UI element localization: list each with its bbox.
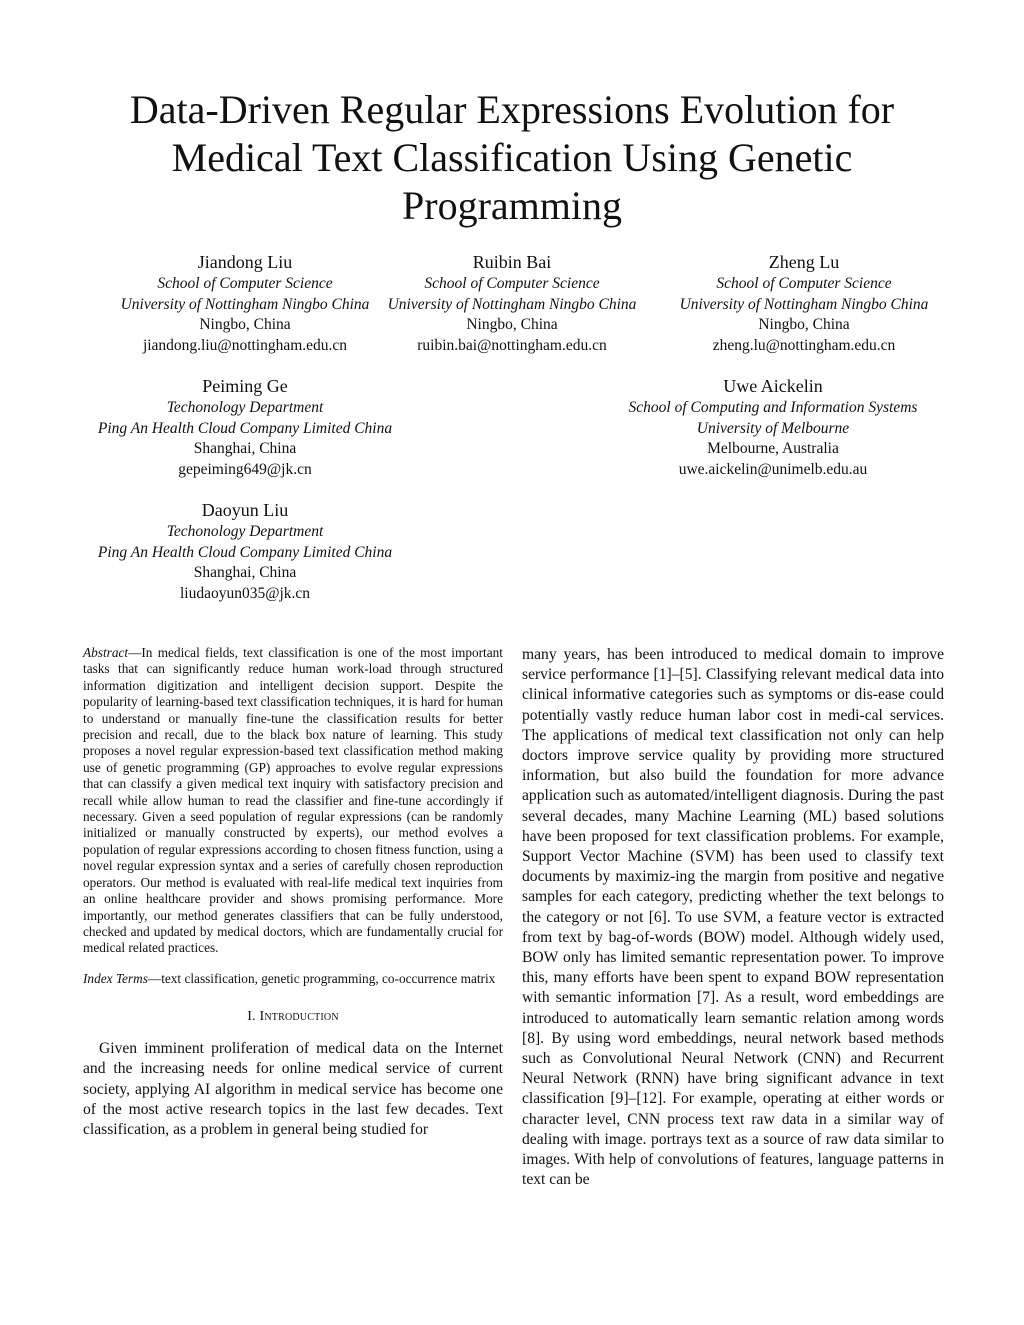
- author-department: School of Computing and Information Systems: [628, 399, 918, 416]
- author-organization: University of Nottingham Ningbo China: [120, 295, 370, 313]
- author-block: [80, 498, 410, 604]
- author-name: Daoyun Liu: [201, 500, 289, 520]
- intro-paragraph: Given imminent proliferation of medical data on the Internet and the increasing needs for online medical service of current society, applying AI algorithm in medical service has become one of the most active research topics in the last few decades. Text classification, as a problem in general being studied for: [83, 1040, 503, 1138]
- author-organization: University of Melbourne: [696, 419, 850, 437]
- author-block: [80, 250, 410, 356]
- author-block: [600, 374, 946, 480]
- author-email: jiandong.liu@nottingham.edu.cn: [142, 336, 348, 354]
- abstract-text: —In medical fields, text classification is one of the most important tasks that can significantly reduce human work-load through structured information digitization and intelligent decision support. Despite the popularity of learning-based text classification techniques, it is hard for human to understand or manually fine-tune the classification results for better precision and recall, due to the black box nature of learning. This study proposes a novel regular expression-based text classification method making use of genetic programming (GP) approaches to evolve regular expressions that can classify a given medical text inquiry with satisfactory precision and recall while allow human to read the classifier and fine-tune accordingly if necessary. Given a seed population of regular expressions (can be randomly initialized or manually constructed by experts), our method evolves a population of regular expressions according to chosen fitness function, using a novel regular expression syntax and a series of carefully chosen reproduction operators. Our method is evaluated with real-life medical text inquiries from an online healthcare provider and shows promising performance. More importantly, our method generates classifiers that can be fully understood, checked and updated by medical doctors, which are fundamentally crucial for medical related practices.: [83, 645, 503, 956]
- section-number: I.: [247, 1009, 260, 1025]
- author-block: [362, 250, 662, 356]
- author-department: Techonology Department: [166, 523, 324, 540]
- author-location: Ningbo, China: [199, 316, 291, 334]
- author-email: uwe.aickelin@unimelb.edu.au: [678, 460, 868, 478]
- author-department: Techonology Department: [166, 399, 324, 416]
- author-department: School of Computer Science: [716, 275, 892, 292]
- intro-paragraph-continued: many years, has been introduced to medical domain to improve service performance [1]–[5]. Classifying relevant medical data into clinical informative categories such as symptoms or dis-ease could potentially vastly reduce human labor cost in medi-cal services. The applications of medical text classification not only can help doctors improve service quality by providing more structured information, but also build the foundation for more advance application such as automated/intelligent diagnosis. During the past several decades, many Machine Learning (ML) based solutions have been proposed for text classification problems. For example, Support Vector Machine (SVM) has been used to classify text documents by maximiz-ing the margin from positive and negative samples for each category, predicting whether the text belongs to the category or not [6]. To use SVM, a feature vector is extracted from text by bag-of-words (BOW) model. Although widely used, BOW only has limited semantic representation power. To improve this, many efforts have been spent to expand BOW representation with semantic information [7]. As a result, word embeddings are introduced to automatically learn semantic relation among words [8]. By using word embeddings, neural network based methods such as Convolutional Neural Network (CNN) and Recurrent Neural Network (RNN) have bring significant advance in text classification [9]–[12]. For example, operating at either words or character level, CNN process text raw data in a similar way of dealing with image. portrays text as a source of raw data similar to images. With help of convolutions of features, language patterns in text can be: [522, 646, 944, 1189]
- author-block: [654, 250, 954, 356]
- index-terms-text: —text classification, genetic programming, co-occurrence matrix: [147, 970, 496, 986]
- author-email: gepeiming649@jk.cn: [178, 460, 312, 478]
- abstract: [83, 645, 503, 957]
- index-terms-label: Index Terms: [83, 970, 148, 986]
- author-location: Shanghai, China: [193, 564, 297, 582]
- author-email: liudaoyun035@jk.cn: [179, 584, 311, 602]
- title-line: Programming: [402, 183, 622, 228]
- title-line: Medical Text Classification Using Genetic: [171, 135, 853, 180]
- author-organization: Ping An Health Cloud Company Limited China: [97, 543, 393, 561]
- author-name: Ruibin Bai: [472, 252, 552, 272]
- author-email: ruibin.bai@nottingham.edu.cn: [417, 336, 607, 354]
- section-title: Introduction: [259, 1009, 339, 1025]
- left-column: [83, 645, 503, 1140]
- author-email: zheng.lu@nottingham.edu.cn: [712, 336, 896, 354]
- author-organization: Ping An Health Cloud Company Limited China: [97, 419, 393, 437]
- section-heading: [83, 1009, 503, 1025]
- abstract-label: Abstract: [83, 645, 129, 660]
- author-location: Melbourne, Australia: [707, 440, 839, 458]
- author-location: Ningbo, China: [758, 316, 850, 334]
- right-column: [522, 645, 944, 1190]
- index-terms: [83, 971, 503, 987]
- author-name: Zheng Lu: [768, 252, 840, 272]
- author-department: School of Computer Science: [424, 275, 600, 292]
- author-name: Uwe Aickelin: [723, 376, 823, 396]
- author-location: Shanghai, China: [193, 440, 297, 458]
- author-name: Jiandong Liu: [197, 252, 293, 272]
- author-organization: University of Nottingham Ningbo China: [387, 295, 637, 313]
- author-block: [80, 374, 410, 480]
- author-name: Peiming Ge: [202, 376, 288, 396]
- title-line: Data-Driven Regular Expressions Evolution for: [129, 87, 895, 132]
- author-location: Ningbo, China: [466, 316, 558, 334]
- paper-title: [80, 86, 944, 230]
- author-organization: University of Nottingham Ningbo China: [679, 295, 929, 313]
- author-department: School of Computer Science: [157, 275, 333, 292]
